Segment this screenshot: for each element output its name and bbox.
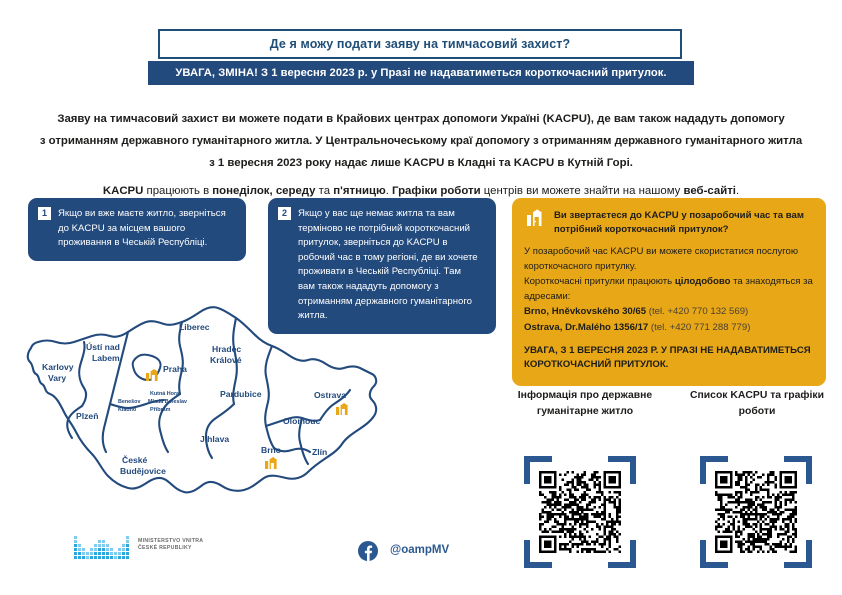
shelter-address-2-name: Ostrava, Dr.Malého 1356/17 [524, 321, 649, 333]
shelter-p2-a: Короткочасні притулки працюють [524, 276, 675, 288]
intro-website: веб-сайті [683, 185, 736, 197]
map-label-labem: Labem [92, 353, 120, 363]
qr-left-canvas [539, 471, 621, 553]
map-label--esk-: České [122, 455, 148, 465]
map-label-praha: Praha [163, 364, 187, 374]
map-label-liberec: Liberec [179, 322, 210, 332]
map-label-zl-n: Zlín [312, 447, 328, 457]
shelter-info-box [512, 198, 826, 386]
shelter-address-1 [524, 305, 813, 320]
qr-right-caption: Список KACPU та графіки роботи [690, 390, 824, 417]
intro-end: . [735, 185, 740, 197]
qr-humanitarian-housing[interactable] [524, 456, 636, 568]
map-label-karlovy: Karlovy [42, 362, 74, 372]
map-label-kutn-hora: Kutná Hora [150, 391, 180, 397]
facebook-icon[interactable] [358, 541, 378, 561]
intro-and: та [315, 185, 334, 197]
map-label-bud-jovice: Budějovice [120, 466, 166, 476]
shelter-p2-bold: цілодобово [674, 276, 731, 288]
info-box-1 [28, 198, 246, 261]
shelter-address-1-tel: (tel. +420 770 132 569) [646, 306, 749, 318]
map-label-vary: Vary [48, 373, 67, 383]
shelter-house-icon [524, 208, 546, 235]
shelter-info-heading: Ви звертаєтеся до KACPU у позаробочий час та вам потрібний короткочасний притулок? [554, 210, 804, 235]
map-label-pardubice: Pardubice [220, 389, 262, 399]
brno-shelter-icon [264, 456, 280, 470]
intro-schedule: Графіки роботи [392, 185, 481, 197]
intro-line-1: Заяву на тимчасовий захист ви можете подати в Крайових центрах допомоги Україні (KACPU), де вам також нададуть допомогу [57, 113, 785, 125]
ministry-logo-text [138, 538, 203, 553]
map-label-kr-lov-: Králové [210, 355, 242, 365]
info-box-1-text: Якщо ви вже маєте житло, зверніться до KACPU за місцем вашого проживання в Чеській Республіці. [58, 208, 226, 249]
qr-left-caption: Інформація про державне гуманітарне житло [517, 390, 653, 417]
intro-dot: . [385, 185, 393, 197]
ministry-logo-line-1: MINISTERSTVO VNITRA [138, 538, 204, 544]
ostrava-shelter-icon [335, 402, 351, 416]
qr-right-canvas [715, 471, 797, 553]
shelter-info-body [524, 245, 813, 373]
intro-kacpu: KACPU [102, 185, 144, 197]
map-label-jihlava: Jihlava [200, 434, 230, 444]
ministry-logo-icon [74, 532, 130, 560]
shelter-address-2 [524, 321, 813, 336]
shelter-info-p1: У позаробочий час KACPU ви можете скористатися послугою короткочасного притулку. [524, 246, 799, 272]
shelter-p2-c: та знаходяться за адресами: [524, 276, 813, 302]
header-notice-bar [148, 61, 694, 85]
map-label-bene-ov: Benešov [118, 399, 141, 405]
praha-shelter-icon [145, 368, 161, 382]
shelter-info-p2 [524, 275, 813, 304]
map-label-brno: Brno [261, 445, 282, 455]
facebook-handle[interactable]: @oampMV [390, 544, 450, 556]
page-title: Де я можу подати заяву на тимчасовий захист? [269, 37, 571, 51]
map-label-ostrava: Ostrava [314, 390, 347, 400]
intro-days: понеділок, середу [212, 185, 316, 197]
intro-work-txt: працюють в [143, 185, 213, 197]
shelter-warning: УВАГА, З 1 ВЕРЕСНЯ 2023 Р. У ПРАЗІ НЕ НАДАВАТИМЕТЬСЯ КОРОТКОЧАСНИЙ ПРИТУЛОК. [524, 344, 811, 371]
shelter-address-2-tel: (tel. +420 771 288 779) [648, 321, 751, 333]
map-label-plze-: Plzeň [76, 411, 99, 421]
page-title-box [158, 29, 682, 59]
map-label--st-nad: Ústí nad [86, 342, 120, 352]
map-label-p-bram: Příbram [150, 407, 171, 413]
ministry-logo-line-2: ČESKÉ REPUBLIKY [138, 545, 192, 552]
czech-republic-map [24, 300, 424, 530]
map-label-olomouc: Olomouc [283, 416, 321, 426]
map-label-kladno: Kladno [118, 407, 137, 413]
shelter-info-header [524, 208, 813, 237]
info-box-1-number: 1 [38, 207, 51, 220]
intro-paragraphs [20, 110, 822, 204]
map-label-mlad-boleslav: Mladá Boleslav [148, 399, 187, 405]
intro-line-2: з отриманням державного гуманітарного житла. У Центральночеському краї допомогу з отриманням державного гуманітарного житла [39, 135, 803, 147]
intro-find: центрів ви можете знайти на нашому [480, 185, 684, 197]
map-label-hradec: Hradec [212, 344, 242, 354]
intro-line-3: з 1 вересня 2023 року надає лише KACPU в Кладні та KACPU в Кутній Горі. [209, 157, 633, 169]
header-notice-text: УВАГА, ЗМІНА! З 1 вересня 2023 р. у Празі не надаватиметься короткочасний притулок. [175, 67, 667, 79]
info-box-2-number: 2 [278, 207, 291, 220]
intro-friday: п'ятницю [333, 185, 386, 197]
info-box-2-text: Якщо у вас ще немає житла та вам терміново не потрібний короткочасний притулок, зверніться до KACPU в робочий час в тому регіоні, де ви хочете проживати в Чеській Республіці. Там вам також нададуть допомогу з отриманням державного гуманітарного житла. [298, 208, 478, 322]
shelter-address-1-name: Brno, Hněvkovského 30/65 [524, 306, 647, 318]
qr-kacpu-list[interactable] [700, 456, 812, 568]
